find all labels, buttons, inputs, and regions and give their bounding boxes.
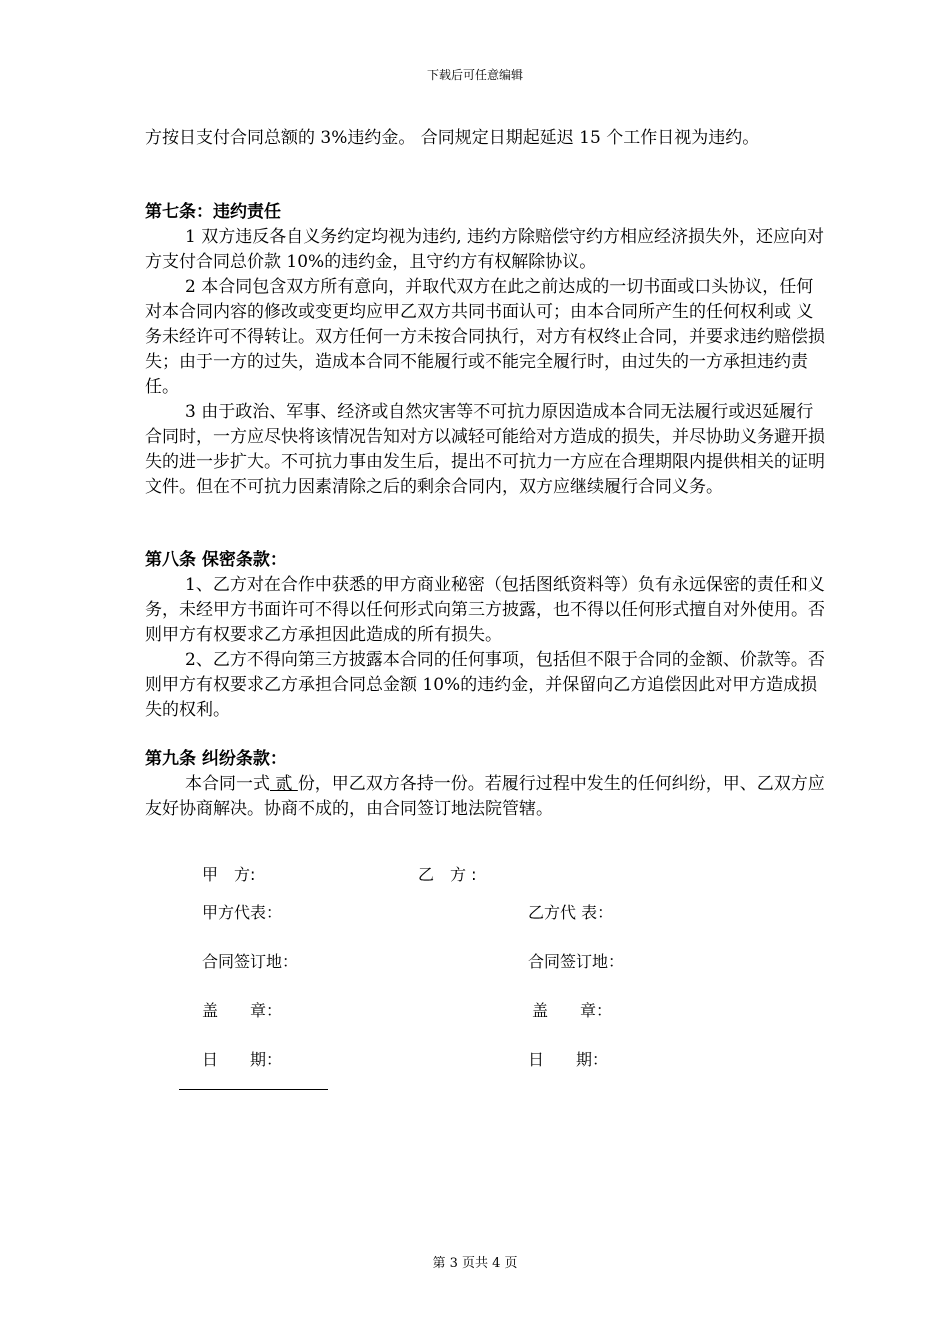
article-9-para-1 [145, 772, 825, 822]
article-9-post: 份，甲乙双方各持一份。若履行过程中发生的任何纠纷，甲、乙双方应友好协商解决。协商不成的，由合同签订地法院管辖。 [145, 774, 825, 819]
party-b-place-label: 合同签订地： [528, 952, 625, 971]
copies-count: 贰 [270, 774, 298, 794]
party-a-label: 甲 方: [202, 865, 256, 884]
party-b-seal-label: 盖 章： [532, 1001, 613, 1020]
party-a-place-label: 合同签订地： [202, 952, 299, 971]
article-7 [145, 200, 825, 500]
page-header: 下载后可任意编辑 [426, 68, 523, 82]
party-b-label: 乙 方 : [418, 865, 477, 884]
article-9-title: 第九条 纠纷条款： [145, 749, 287, 769]
article-9 [145, 747, 825, 822]
article-8 [145, 548, 825, 723]
party-a-seal-label: 盖 章： [202, 1001, 283, 1020]
article-7-para-2: 2 本合同包含双方所有意向，并取代双方在此之前达成的一切书面或口头协议，任何对本合同内容的修改或变更均应甲乙双方共同书面认可；由本合同所产生的任何权利或 义务未经许可不得转让。双方任何一方未按合同执行，对方有权终止合同，并要求违约赔偿损失；由于一方的过失，造成本合同不能履行或不能完全履行时，由过失的一方承担违约责任。 [145, 277, 825, 397]
page-footer: 第 3 页共 4 页 [432, 1256, 518, 1271]
party-b-date-label: 日 期： [528, 1050, 609, 1069]
intro-line: 方按日支付合同总额的 3%违约金。 合同规定日期起延迟 15 个工作日视为违约。 [145, 128, 760, 148]
signature-rule [179, 1089, 328, 1090]
article-8-para-1: 1、乙方对在合作中获悉的甲方商业秘密（包括图纸资料等）负有永远保密的责任和义务，未经甲方书面许可不得以任何形式向第三方披露，也不得以任何形式擅自对外使用。否则甲方有权要求乙方承担因此造成的所有损失。 [145, 575, 825, 645]
party-a-rep-label: 甲方代表： [202, 903, 283, 922]
article-7-para-1: 1 双方违反各自义务约定均视为违约, 违约方除赔偿守约方相应经济损失外，还应向对方支付合同总价款 10%的违约金，且守约方有权解除协议。 [145, 227, 825, 272]
party-b-rep-label: 乙方代 表： [528, 903, 614, 922]
article-7-para-3: 3 由于政治、军事、经济或自然灾害等不可抗力原因造成本合同无法履行或迟延履行合同时，一方应尽快将该情况告知对方以减轻可能给对方造成的损失，并尽协助义务避开损失的进一步扩大。不可抗力事由发生后，提出不可抗力一方应在合理期限内提供相关的证明文件。但在不可抗力因素清除之后的剩余合同内，双方应继续履行合同义务。 [145, 402, 825, 497]
article-8-para-2: 2、乙方不得向第三方披露本合同的任何事项，包括但不限于合同的金额、价款等。否则甲方有权要求乙方承担合同总金额 10%的违约金，并保留向乙方追偿因此对甲方造成损失的权利。 [145, 650, 825, 720]
article-9-pre: 本合同一式 [185, 774, 270, 794]
party-a-date-label: 日 期： [202, 1050, 283, 1069]
article-8-title: 第八条 保密条款： [145, 550, 287, 570]
article-7-title: 第七条：违约责任 [145, 202, 281, 222]
